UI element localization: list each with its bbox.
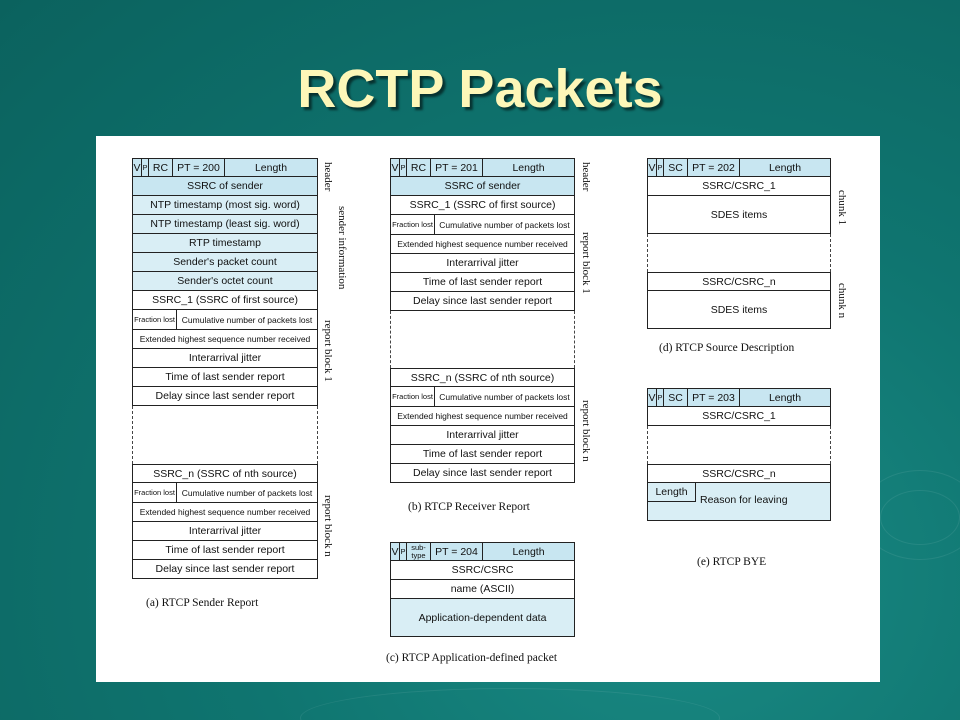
rr-b1-extseq: Extended highest sequence number received	[390, 235, 575, 254]
sr-bn-lsr: Time of last sender report	[132, 541, 318, 560]
sr-rc: RC	[149, 159, 173, 176]
rr-ssrc-sender: SSRC of sender	[390, 177, 575, 196]
sdes-chunk1-ssrc: SSRC/CSRC_1	[647, 177, 831, 196]
rr-b1-lsr: Time of last sender report	[390, 273, 575, 292]
sr-bn-ssrc: SSRC_n (SSRC of nth source)	[132, 464, 318, 483]
rr-bn-ssrc: SSRC_n (SSRC of nth source)	[390, 368, 575, 387]
rr-b1-loss: Fraction lost Cumulative number of packets lost	[390, 215, 575, 235]
sr-blockn-label: report block n	[322, 495, 334, 557]
app-data: Application-dependent data	[390, 599, 575, 637]
sdes-chunkn-ssrc: SSRC/CSRC_n	[647, 272, 831, 291]
sr-bn-dlsr: Delay since last sender report	[132, 560, 318, 579]
bye-caption: (e) RTCP BYE	[697, 556, 767, 568]
sr-b1-jitter: Interarrival jitter	[132, 349, 318, 368]
rr-bn-dlsr: Delay since last sender report	[390, 464, 575, 483]
bye-header-row: V P SC PT = 203 Length	[647, 388, 831, 407]
sr-p: P	[142, 159, 149, 176]
sr-octet-count: Sender's octet count	[132, 272, 318, 291]
sr-bn-extseq: Extended highest sequence number received	[132, 503, 318, 522]
sr-caption: (a) RTCP Sender Report	[146, 597, 259, 609]
sr-b1-dlsr: Delay since last sender report	[132, 387, 318, 406]
sr-rtp-ts: RTP timestamp	[132, 234, 318, 253]
rr-header-row: V P RC PT = 201 Length	[390, 158, 575, 177]
app-name: name (ASCII)	[390, 580, 575, 599]
rr-b1-dlsr: Delay since last sender report	[390, 292, 575, 311]
rr-blockn-label: report block n	[580, 400, 592, 462]
app-caption: (c) RTCP Application-defined packet	[386, 652, 558, 664]
sr-gap	[132, 406, 318, 464]
sr-header-row	[132, 158, 318, 177]
sdes-gap	[647, 234, 831, 272]
sr-bn-jitter: Interarrival jitter	[132, 522, 318, 541]
sr-b1-ssrc: SSRC_1 (SSRC of first source)	[132, 291, 318, 310]
sdes-chunkn-items: SDES items	[647, 291, 831, 329]
rr-b1-ssrc: SSRC_1 (SSRC of first source)	[390, 196, 575, 215]
bye-length-field: Length	[648, 483, 696, 502]
sr-v: V	[133, 159, 142, 176]
sr-bn-loss: Fraction lost Cumulative number of packets lost	[132, 483, 318, 503]
app-ssrc: SSRC/CSRC	[390, 561, 575, 580]
sr-header-label: header	[322, 162, 334, 192]
sr-block1-label: report block 1	[322, 320, 334, 382]
sdes-chunk1-label: chunk 1	[836, 190, 848, 226]
rr-b1-jitter: Interarrival jitter	[390, 254, 575, 273]
sr-pkt-count: Sender's packet count	[132, 253, 318, 272]
sr-b1-loss: Fraction lost Cumulative number of packets lost	[132, 310, 318, 330]
sr-ntp-msw: NTP timestamp (most sig. word)	[132, 196, 318, 215]
rr-bn-lsr: Time of last sender report	[390, 445, 575, 464]
sr-ssrc-sender: SSRC of sender	[132, 177, 318, 196]
rr-header-label: header	[580, 162, 592, 192]
sr-pt: PT = 200	[173, 159, 225, 176]
rr-bn-jitter: Interarrival jitter	[390, 426, 575, 445]
bye-ssrc1: SSRC/CSRC_1	[647, 407, 831, 426]
sr-length: Length	[254, 161, 288, 174]
sr-ntp-lsw: NTP timestamp (least sig. word)	[132, 215, 318, 234]
slide-title: RCTP Packets	[297, 59, 663, 119]
rr-bn-extseq: Extended highest sequence number received	[390, 407, 575, 426]
rr-caption: (b) RTCP Receiver Report	[408, 501, 530, 513]
rr-bn-loss: Fraction lost Cumulative number of packets lost	[390, 387, 575, 407]
rr-block1-label: report block 1	[580, 232, 592, 294]
sr-sender-info-label: sender information	[336, 206, 348, 290]
bye-reason-row	[647, 483, 831, 521]
sdes-caption: (d) RTCP Source Description	[659, 342, 795, 354]
sdes-header-row: V P SC PT = 202 Length	[647, 158, 831, 177]
sdes-chunkn-label: chunk n	[836, 283, 848, 319]
bye-reason: Reason for leaving	[700, 494, 788, 506]
bye-gap	[647, 426, 831, 464]
rr-gap	[390, 311, 575, 368]
app-header-row: V P sub-type PT = 204 Length	[390, 542, 575, 561]
sr-b1-extseq: Extended highest sequence number received	[132, 330, 318, 349]
bye-ssrcn: SSRC/CSRC_n	[647, 464, 831, 483]
sdes-chunk1-items: SDES items	[647, 196, 831, 234]
rtcp-figure	[96, 136, 880, 682]
background-ripple	[300, 688, 720, 720]
sr-b1-lsr: Time of last sender report	[132, 368, 318, 387]
background-ripple	[880, 490, 960, 545]
